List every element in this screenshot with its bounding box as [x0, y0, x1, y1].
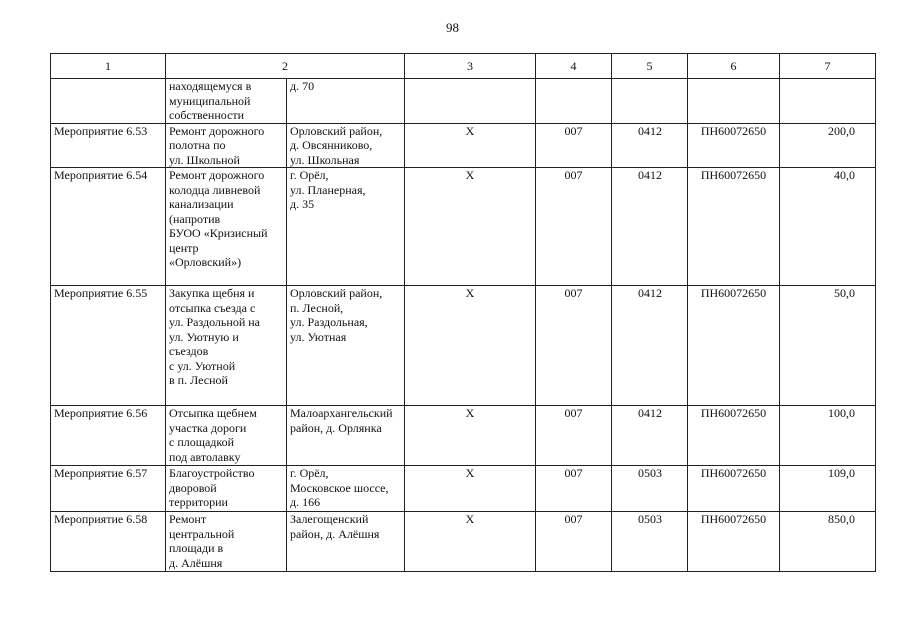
col5-cell [612, 79, 688, 124]
col6-cell [688, 79, 780, 124]
description-cell-text: Ремонт центральной площади в д. Алёшня [169, 512, 235, 570]
col4-cell [536, 512, 612, 572]
col3-cell [405, 79, 536, 124]
col5-cell-text: 0412 [638, 123, 662, 138]
col3-cell [405, 168, 536, 286]
col3-cell-text: Х [465, 123, 475, 138]
col3-cell-text: Х [465, 466, 475, 480]
measure-cell-text: Мероприятие 6.55 [54, 286, 148, 300]
col5-cell-text: 0503 [638, 466, 662, 480]
col3-cell-text: Х [465, 406, 475, 420]
col3-cell-text: Х [465, 286, 475, 300]
amount-cell-text: 40,0 [834, 168, 855, 182]
col5-cell-text: 0412 [638, 406, 662, 420]
amount-cell-text: 850,0 [828, 512, 855, 526]
col5-cell [612, 466, 688, 512]
location-cell-text: д. 70 [290, 79, 315, 93]
col6-cell [688, 123, 780, 168]
col4-cell-text: 007 [564, 123, 583, 138]
col6-cell-text: ПН60072650 [700, 286, 767, 300]
measure-cell [51, 406, 166, 466]
col3-cell [405, 123, 536, 168]
location-cell [287, 168, 405, 286]
col4-cell [536, 406, 612, 466]
location-cell-text: Залегощенский район, д. Алёшня [290, 512, 380, 541]
location-cell [287, 512, 405, 572]
location-cell-text: г. Орёл, ул. Планерная, д. 35 [290, 168, 366, 211]
col4-cell-text: 007 [564, 168, 583, 182]
col4-cell-text: 007 [564, 286, 583, 300]
col5-cell [612, 286, 688, 406]
header-col-6: 6 [688, 54, 780, 79]
header-col-5: 5 [612, 54, 688, 79]
amount-cell [780, 123, 876, 168]
col3-cell [405, 406, 536, 466]
col6-cell [688, 406, 780, 466]
page-number: 98 [446, 20, 459, 35]
col4-cell [536, 466, 612, 512]
table-row [51, 168, 876, 286]
location-cell [287, 466, 405, 512]
amount-cell [780, 466, 876, 512]
description-cell [166, 79, 287, 124]
amount-cell [780, 168, 876, 286]
col3-cell-text: Х [465, 168, 475, 182]
description-cell-text: Отсыпка щебнем участка дороги с площадкой под автолавку [169, 406, 257, 464]
amount-cell-text: 100,0 [828, 406, 855, 420]
measure-cell-text: Мероприятие 6.54 [54, 168, 148, 182]
col3-cell [405, 466, 536, 512]
measure-cell-text: Мероприятие 6.58 [54, 512, 148, 526]
table-row [51, 512, 876, 572]
table-row [51, 79, 876, 124]
amount-cell-text: 50,0 [834, 286, 855, 300]
col4-cell-text: 007 [564, 466, 583, 480]
description-cell [166, 168, 287, 286]
amount-cell-text: 200,0 [828, 123, 855, 138]
col6-cell-text: ПН60072650 [700, 168, 767, 182]
location-cell [287, 406, 405, 466]
location-cell [287, 79, 405, 124]
description-cell [166, 286, 287, 406]
col4-cell [536, 79, 612, 124]
col5-cell [612, 123, 688, 168]
amount-cell [780, 512, 876, 572]
header-col-7: 7 [780, 54, 876, 79]
location-cell-text: Орловский район, п. Лесной, ул. Раздольная, ул. Уютная [290, 286, 383, 344]
col3-cell [405, 512, 536, 572]
measure-cell-text: Мероприятие 6.56 [54, 406, 148, 420]
header-col-3: 3 [405, 54, 536, 79]
col6-cell-text: ПН60072650 [700, 123, 767, 138]
table-row [51, 466, 876, 512]
col6-cell [688, 168, 780, 286]
measure-cell [51, 512, 166, 572]
amount-cell [780, 406, 876, 466]
col5-cell [612, 512, 688, 572]
location-cell-text: Орловский район, д. Овсянниково, ул. Школьная [290, 123, 383, 167]
col5-cell [612, 406, 688, 466]
amount-cell-text: 109,0 [828, 466, 855, 480]
description-cell-text: Ремонт дорожного колодца ливневой канализации (напротив БУОО «Кризисный центр «Орловский») [169, 168, 268, 269]
budget-table [50, 53, 876, 572]
col4-cell [536, 168, 612, 286]
col4-cell-text: 007 [564, 512, 583, 526]
header-row [51, 54, 876, 79]
header-col-1: 1 [51, 54, 166, 79]
description-cell-text: Благоустройство дворовой территории [169, 466, 255, 509]
location-cell-text: г. Орёл, Московское шоссе, д. 166 [290, 466, 389, 509]
measure-cell [51, 286, 166, 406]
measure-cell-text: Мероприятие 6.57 [54, 466, 148, 480]
description-cell-text: находящемуся в муниципальной собственности [169, 79, 252, 122]
measure-cell [51, 79, 166, 124]
col3-cell [405, 286, 536, 406]
col3-cell-text: Х [465, 512, 475, 526]
description-cell-text: Закупка щебня и отсыпка съезда с ул. Раздольной на ул. Уютную и съездов с ул. Уютной в п. Лесной [169, 286, 260, 387]
col4-cell-text: 007 [564, 406, 583, 420]
col6-cell [688, 466, 780, 512]
col5-cell-text: 0412 [638, 168, 662, 182]
description-cell [166, 123, 287, 168]
description-cell [166, 406, 287, 466]
col4-cell [536, 286, 612, 406]
measure-cell-text: Мероприятие 6.53 [54, 123, 148, 138]
col6-cell [688, 286, 780, 406]
col5-cell [612, 168, 688, 286]
col5-cell-text: 0503 [638, 512, 662, 526]
amount-cell [780, 79, 876, 124]
col6-cell-text: ПН60072650 [700, 512, 767, 526]
col5-cell-text: 0412 [638, 286, 662, 300]
measure-cell [51, 168, 166, 286]
table-row [51, 406, 876, 466]
col6-cell-text: ПН60072650 [700, 406, 767, 420]
description-cell [166, 512, 287, 572]
amount-cell [780, 286, 876, 406]
measure-cell [51, 123, 166, 168]
description-cell [166, 466, 287, 512]
header-col-2: 2 [166, 54, 405, 79]
table-row [51, 123, 876, 168]
col6-cell-text: ПН60072650 [700, 466, 767, 480]
description-cell-text: Ремонт дорожного полотна по ул. Школьной [169, 123, 265, 167]
location-cell [287, 286, 405, 406]
location-cell [287, 123, 405, 168]
col4-cell [536, 123, 612, 168]
location-cell-text: Малоархангельский район, д. Орлянка [290, 406, 393, 435]
table-row [51, 286, 876, 406]
header-col-4: 4 [536, 54, 612, 79]
col6-cell [688, 512, 780, 572]
measure-cell [51, 466, 166, 512]
